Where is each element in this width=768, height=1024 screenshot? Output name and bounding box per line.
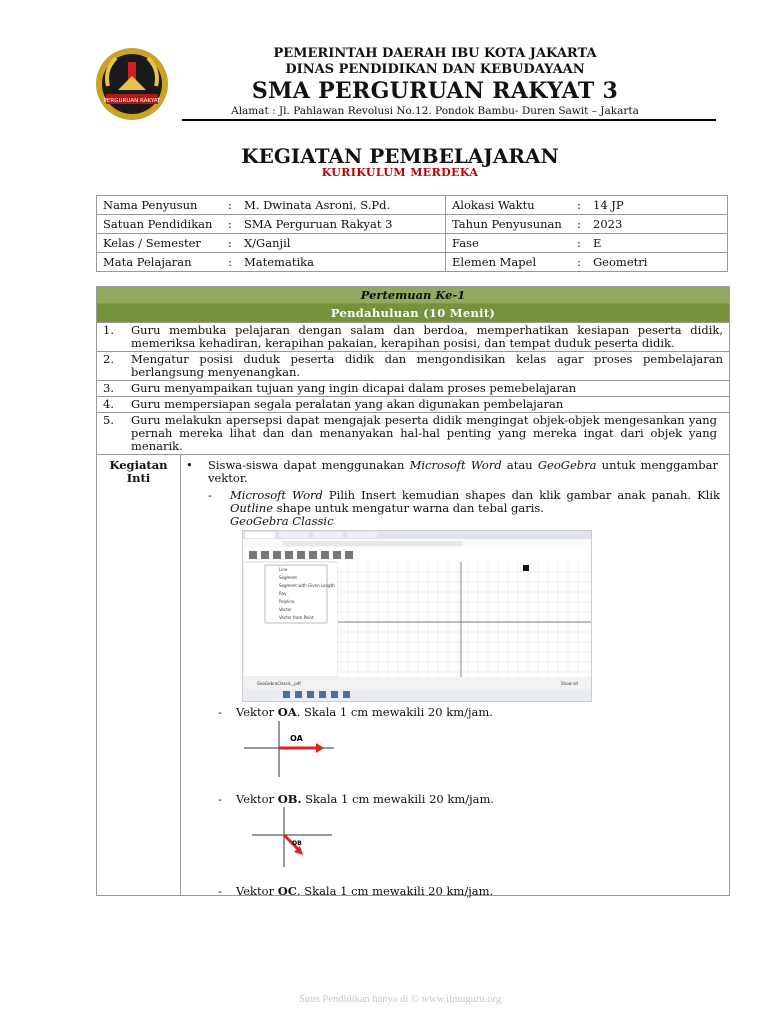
taskbar-show-all: Show all (561, 681, 578, 686)
school-value: SMA Perguruan Rakyat 3 (244, 217, 393, 231)
vector-oc-caption: Vektor OC. Skala 1 cm mewakili 20 km/jam. (236, 884, 494, 898)
dash-marker: - (218, 705, 222, 719)
gov-line: PEMERINTAH DAERAH IBU KOTA JAKARTA (273, 46, 597, 61)
school-name: SMA PERGURUAN RAKYAT 3 (251, 78, 619, 104)
list-item: 2. Mengatur posisi duduk peserta didik dan mengondisikan kelas agar proses pembelajaran berlangsung menyenangkan. (97, 351, 729, 380)
document-title: KEGIATAN PEMBELAJARAN (241, 144, 559, 168)
activity-table (96, 286, 730, 896)
geogebra-screenshot (242, 530, 592, 702)
info-row: Nama Penyusun : M. Dwinata Asroni, S.Pd. Alokasi Waktu : 14 JP (97, 196, 728, 215)
section-title: Pendahuluan (10 Menit) (97, 304, 729, 322)
school-logo (94, 46, 170, 122)
page-footer: Situs Pendidikan hanya di © www.ilmuguru.org (298, 994, 502, 1005)
menu-item-polyline: Polyline (279, 599, 295, 604)
geogebra-label: GeoGebra Classic (230, 514, 334, 528)
class-value: X/Ganjil (244, 236, 291, 250)
menu-item-segment: Segment (279, 575, 297, 580)
document-subtitle: KURIKULUM MERDEKA (321, 166, 479, 179)
element-value: Geometri (593, 255, 648, 269)
core-activity-label: Kegiatan Inti (97, 455, 181, 895)
info-row: Kelas / Semester : X/Ganjil Fase : E (97, 234, 728, 253)
subject-value: Matematika (244, 255, 314, 269)
school-address: Alamat : Jl. Pahlawan Revolusi No.12. Pondok Bambu- Duren Sawit – Jakarta (231, 105, 639, 117)
time-value: 14 JP (593, 198, 624, 212)
vector-oa-caption: Vektor OA. Skala 1 cm mewakili 20 km/jam. (236, 705, 493, 719)
vector-oa-diagram (244, 721, 334, 781)
author-value: M. Dwinata Asroni, S.Pd. (244, 198, 391, 212)
menu-item-vector-from-point: Vector from Point (279, 615, 314, 620)
geogebra-drawing (243, 531, 591, 701)
dash-marker: - (218, 792, 222, 806)
info-table (96, 195, 728, 272)
taskbar-file: GeoGebraClassic_.pdf (257, 681, 301, 686)
menu-item-vector: Vector (279, 607, 292, 612)
core-intro: Siswa-siswa dapat menggunakan Microsoft Word atau GeoGebra untuk menggambar vektor. (208, 458, 718, 485)
vector-ob-caption: Vektor OB. Skala 1 cm mewakili 20 km/jam. (236, 792, 495, 806)
info-row: Mata Pelajaran : Matematika Elemen Mapel : Geometri (97, 253, 728, 272)
info-row: Satuan Pendidikan : SMA Perguruan Rakyat 3 Tahun Penyusunan : 2023 (97, 215, 728, 234)
menu-item-segment-length: Segment with Given Length (279, 583, 335, 588)
phase-value: E (593, 236, 602, 250)
list-item: 5. Guru melakukn apersepsi dapat mengajak peserta didik mengingat objek-objek mengesankan yang pernah mereka lihat dan dan menanyakan hal-hal penting yang mereka ingat dari objek yang menarik. (97, 412, 729, 454)
vector-ob-label: OB (292, 840, 302, 847)
core-activity-row (97, 454, 729, 898)
bullet-icon: • (186, 458, 193, 472)
menu-item-ray: Ray (279, 591, 287, 596)
list-item: 3. Guru menyampaikan tujuan yang ingin dicapai dalam proses pemebelajaran (97, 380, 729, 396)
word-instructions: Microsoft Word Pilih Insert kemudian shapes dan klik gambar anak panah. Klik Outline shape untuk mengatur warna dan tebal garis. (230, 488, 720, 515)
meeting-title: Pertemuan Ke-1 (97, 287, 729, 304)
logo-text: PERGURUAN RAKYAT (103, 98, 161, 104)
vector-ob-diagram (252, 807, 332, 869)
dash-marker: - (208, 488, 212, 502)
core-activity-body (182, 455, 729, 898)
dash-marker: - (218, 884, 222, 898)
list-item: 4. Guru mempersiapan segala peralatan yang akan digunakan pembelajaran (97, 396, 729, 412)
year-value: 2023 (593, 217, 623, 231)
vector-oa-label: OA (290, 734, 303, 743)
list-item: 1. Guru membuka pelajaran dengan salam dan berdoa, memperhatikan kesiapan peserta didik, memeriksa kehadiran, kerapihan pakaian, kerapihan posisi, dan tempat duduk peserta didik. (97, 322, 729, 351)
dept-line: DINAS PENDIDIKAN DAN KEBUDAYAAN (285, 62, 585, 77)
header-divider (182, 119, 716, 121)
menu-item-line: Line (279, 567, 288, 572)
